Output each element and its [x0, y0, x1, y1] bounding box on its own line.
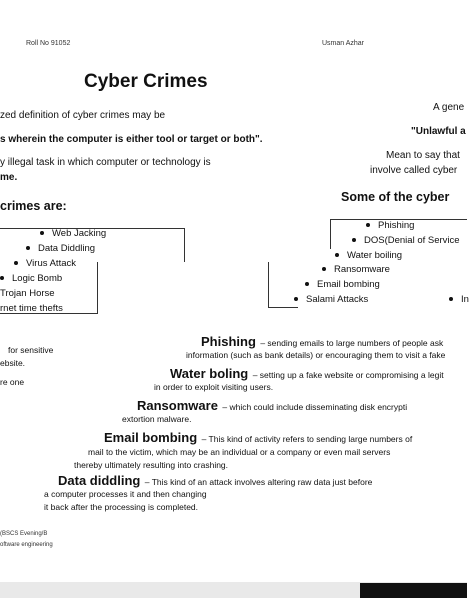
list-item: Ransomware [322, 264, 390, 275]
list-item: Phishing [366, 220, 414, 231]
left-fragment: ebsite. [0, 358, 26, 368]
author-name: Usman Azhar [322, 40, 365, 47]
definition-ransomware-continuation: extortion malware. [122, 414, 192, 424]
definition-ransomware: Ransomware – which could include disseminating disk encrypti [137, 398, 408, 413]
definition-water-boling: Water boling – setting up a fake website or compromising a legit [170, 366, 444, 381]
definition-email-bombing: Email bombing – This kind of activity refers to sending large numbers of [104, 430, 413, 445]
list-item: Logic Bomb [0, 273, 62, 284]
definition-data-diddling: Data diddling – This kind of an attack involves altering raw data just before [58, 473, 373, 488]
dark-corner [360, 583, 467, 598]
definition-phishing: Phishing – sending emails to large numbers of people ask [201, 334, 444, 349]
list-item: Virus Attack [14, 258, 76, 269]
roll-number: Roll No 91052 [26, 40, 71, 47]
definition-email-bombing-continuation-2: thereby ultimately resulting into crashing. [74, 460, 229, 470]
list-item: Email bombing [305, 279, 380, 290]
right-intro-line-2: "Unlawful a [411, 126, 466, 137]
right-intro-line-4: involve called cyber [370, 165, 458, 176]
right-section-heading: Some of the cyber [341, 190, 450, 204]
definition-water-boling-continuation: in order to exploit visiting users. [154, 382, 274, 392]
left-fragment: re one [0, 377, 25, 387]
left-intro-line-3: y illegal task in which computer or technology is [0, 157, 211, 168]
page-title: Cyber Crimes [84, 71, 208, 92]
list-item: rnet time thefts [0, 303, 63, 314]
list-item: DOS(Denial of Service [352, 235, 460, 246]
definition-email-bombing-continuation: mail to the victim, which may be an individual or a company or even mail servers [88, 447, 391, 457]
footer-line-2: oftware engineering [0, 542, 53, 548]
left-intro-line-2: s wherein the computer is either tool or target or both". [0, 134, 263, 145]
definition-phishing-continuation: information (such as bank details) or encouraging them to visit a fake [186, 350, 446, 360]
right-intro-line-1: A gene [433, 102, 465, 113]
list-item: Salami Attacks [294, 294, 368, 305]
list-item: In [449, 294, 469, 305]
list-item: Trojan Horse [0, 288, 55, 299]
left-section-heading: crimes are: [0, 199, 67, 213]
right-intro-line-3: Mean to say that [386, 150, 460, 161]
list-item: Water boiling [335, 250, 402, 261]
footer-line-1: (BSCS Evening/B [0, 531, 48, 537]
left-fragment: for sensitive [8, 345, 54, 355]
list-item: Data Diddling [26, 243, 95, 254]
list-item: Web Jacking [40, 228, 106, 239]
left-intro-line-1: zed definition of cyber crimes may be [0, 110, 166, 121]
left-intro-line-4: me. [0, 172, 18, 183]
definition-data-diddling-continuation: a computer processes it and then changing [44, 489, 207, 499]
definition-data-diddling-continuation-2: it back after the processing is completed. [44, 502, 199, 512]
